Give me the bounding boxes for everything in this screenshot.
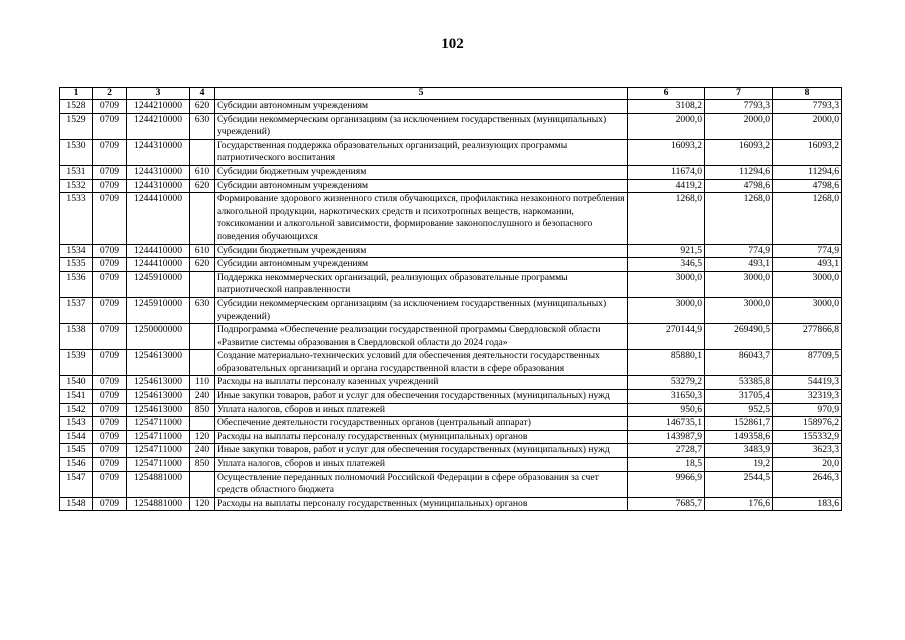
- amount-col-6-cell: 146735,1: [628, 417, 705, 431]
- section-code-cell: 0709: [93, 390, 127, 404]
- table-row: [60, 179, 842, 193]
- amount-col-8-cell: 970,9: [773, 403, 842, 417]
- section-code-cell: 0709: [93, 376, 127, 390]
- section-code-cell: 0709: [93, 458, 127, 472]
- row-number-cell: 1530: [60, 139, 93, 165]
- amount-col-6-cell: 4419,2: [628, 179, 705, 193]
- target-article-cell: 1244210000: [127, 100, 190, 114]
- expense-type-cell: 240: [190, 390, 215, 404]
- expense-type-cell: 850: [190, 403, 215, 417]
- amount-col-8-cell: 3000,0: [773, 271, 842, 297]
- expense-type-cell: 620: [190, 179, 215, 193]
- item-name-cell: Субсидии некоммерческим организациям (за исключением государственных (муниципальных) учреждений): [215, 297, 628, 323]
- row-number-cell: 1535: [60, 258, 93, 272]
- expense-type-cell: 120: [190, 497, 215, 511]
- row-number-cell: 1543: [60, 417, 93, 431]
- item-name-cell: Расходы на выплаты персоналу казенных учреждений: [215, 376, 628, 390]
- header-col-8: 8: [773, 88, 842, 100]
- expense-type-cell: [190, 350, 215, 376]
- row-number-cell: 1537: [60, 297, 93, 323]
- amount-col-8-cell: 87709,5: [773, 350, 842, 376]
- item-name-cell: Иные закупки товаров, работ и услуг для обеспечения государственных (муниципальных) нужд: [215, 444, 628, 458]
- header-col-1: 1: [60, 88, 93, 100]
- amount-col-7-cell: 2000,0: [705, 113, 773, 139]
- section-code-cell: 0709: [93, 165, 127, 179]
- section-code-cell: 0709: [93, 244, 127, 258]
- item-name-cell: Осуществление переданных полномочий Российской Федерации в сфере образования за счет средств областного бюджета: [215, 471, 628, 497]
- amount-col-7-cell: 3000,0: [705, 271, 773, 297]
- expense-type-cell: [190, 324, 215, 350]
- amount-col-6-cell: 921,5: [628, 244, 705, 258]
- table-row: [60, 297, 842, 323]
- expense-type-cell: 610: [190, 165, 215, 179]
- section-code-cell: 0709: [93, 324, 127, 350]
- amount-col-8-cell: 20,0: [773, 458, 842, 472]
- target-article-cell: 1254881000: [127, 497, 190, 511]
- target-article-cell: 1254613000: [127, 390, 190, 404]
- row-number-cell: 1547: [60, 471, 93, 497]
- row-number-cell: 1529: [60, 113, 93, 139]
- table-row: [60, 113, 842, 139]
- section-code-cell: 0709: [93, 444, 127, 458]
- target-article-cell: 1244310000: [127, 165, 190, 179]
- item-name-cell: Формирование здорового жизненного стиля обучающихся, профилактика незаконного потребления алкогольной продукции, наркотических средств и психотропных веществ, наркомании, токсикомании и алкогольной зависимости, формирование законопослушного и безопасного поведения обучающихся: [215, 193, 628, 244]
- header-col-4: 4: [190, 88, 215, 100]
- expense-type-cell: 620: [190, 258, 215, 272]
- amount-col-6-cell: 1268,0: [628, 193, 705, 244]
- amount-col-6-cell: 18,5: [628, 458, 705, 472]
- target-article-cell: 1254711000: [127, 444, 190, 458]
- amount-col-7-cell: 86043,7: [705, 350, 773, 376]
- expense-type-cell: [190, 271, 215, 297]
- amount-col-8-cell: 158976,2: [773, 417, 842, 431]
- amount-col-7-cell: 176,6: [705, 497, 773, 511]
- table-row: [60, 444, 842, 458]
- section-code-cell: 0709: [93, 193, 127, 244]
- amount-col-6-cell: 3000,0: [628, 297, 705, 323]
- item-name-cell: Субсидии автономным учреждениям: [215, 258, 628, 272]
- amount-col-7-cell: 11294,6: [705, 165, 773, 179]
- row-number-cell: 1542: [60, 403, 93, 417]
- item-name-cell: Государственная поддержка образовательных организаций, реализующих программы патриотического воспитания: [215, 139, 628, 165]
- amount-col-8-cell: 3000,0: [773, 297, 842, 323]
- row-number-cell: 1538: [60, 324, 93, 350]
- target-article-cell: 1245910000: [127, 297, 190, 323]
- expense-type-cell: 850: [190, 458, 215, 472]
- row-number-cell: 1539: [60, 350, 93, 376]
- amount-col-6-cell: 31650,3: [628, 390, 705, 404]
- amount-col-6-cell: 270144,9: [628, 324, 705, 350]
- amount-col-7-cell: 149358,6: [705, 430, 773, 444]
- amount-col-7-cell: 3483,9: [705, 444, 773, 458]
- table-row: [60, 324, 842, 350]
- expense-type-cell: 110: [190, 376, 215, 390]
- item-name-cell: Субсидии бюджетным учреждениям: [215, 244, 628, 258]
- table-row: [60, 430, 842, 444]
- table-row: [60, 471, 842, 497]
- row-number-cell: 1532: [60, 179, 93, 193]
- expense-type-cell: [190, 417, 215, 431]
- amount-col-6-cell: 950,6: [628, 403, 705, 417]
- table-row: [60, 417, 842, 431]
- table-row: [60, 100, 842, 114]
- amount-col-7-cell: 1268,0: [705, 193, 773, 244]
- table-row: [60, 244, 842, 258]
- amount-col-8-cell: 277866,8: [773, 324, 842, 350]
- table-row: [60, 193, 842, 244]
- table-row: [60, 139, 842, 165]
- target-article-cell: 1254613000: [127, 403, 190, 417]
- item-name-cell: Подпрограмма «Обеспечение реализации государственной программы Свердловской области «Развитие системы образования в Свердловской области до 2024 года»: [215, 324, 628, 350]
- expense-type-cell: 620: [190, 100, 215, 114]
- target-article-cell: 1254613000: [127, 376, 190, 390]
- amount-col-6-cell: 346,5: [628, 258, 705, 272]
- amount-col-7-cell: 7793,3: [705, 100, 773, 114]
- table-row: [60, 403, 842, 417]
- row-number-cell: 1540: [60, 376, 93, 390]
- item-name-cell: Обеспечение деятельности государственных органов (центральный аппарат): [215, 417, 628, 431]
- row-number-cell: 1528: [60, 100, 93, 114]
- amount-col-8-cell: 7793,3: [773, 100, 842, 114]
- target-article-cell: 1254613000: [127, 350, 190, 376]
- header-col-7: 7: [705, 88, 773, 100]
- row-number-cell: 1534: [60, 244, 93, 258]
- amount-col-7-cell: 269490,5: [705, 324, 773, 350]
- amount-col-8-cell: 16093,2: [773, 139, 842, 165]
- section-code-cell: 0709: [93, 113, 127, 139]
- table-row: [60, 458, 842, 472]
- target-article-cell: 1250000000: [127, 324, 190, 350]
- amount-col-6-cell: 9966,9: [628, 471, 705, 497]
- item-name-cell: Расходы на выплаты персоналу государственных (муниципальных) органов: [215, 497, 628, 511]
- target-article-cell: 1244410000: [127, 193, 190, 244]
- target-article-cell: 1244210000: [127, 113, 190, 139]
- section-code-cell: 0709: [93, 350, 127, 376]
- amount-col-8-cell: 1268,0: [773, 193, 842, 244]
- section-code-cell: 0709: [93, 258, 127, 272]
- amount-col-7-cell: 31705,4: [705, 390, 773, 404]
- expense-type-cell: [190, 193, 215, 244]
- expense-type-cell: 120: [190, 430, 215, 444]
- item-name-cell: Создание материально-технических условий для обеспечения деятельности государственных образовательных организаций и органа государственной власти в сфере образования: [215, 350, 628, 376]
- section-code-cell: 0709: [93, 139, 127, 165]
- amount-col-6-cell: 11674,0: [628, 165, 705, 179]
- amount-col-6-cell: 3000,0: [628, 271, 705, 297]
- header-col-3: 3: [127, 88, 190, 100]
- section-code-cell: 0709: [93, 271, 127, 297]
- item-name-cell: Уплата налогов, сборов и иных платежей: [215, 458, 628, 472]
- amount-col-7-cell: 774,9: [705, 244, 773, 258]
- section-code-cell: 0709: [93, 430, 127, 444]
- section-code-cell: 0709: [93, 297, 127, 323]
- row-number-cell: 1533: [60, 193, 93, 244]
- amount-col-6-cell: 2728,7: [628, 444, 705, 458]
- target-article-cell: 1244410000: [127, 244, 190, 258]
- expense-type-cell: 610: [190, 244, 215, 258]
- amount-col-7-cell: 16093,2: [705, 139, 773, 165]
- section-code-cell: 0709: [93, 417, 127, 431]
- expense-type-cell: 630: [190, 297, 215, 323]
- expense-type-cell: 240: [190, 444, 215, 458]
- amount-col-7-cell: 952,5: [705, 403, 773, 417]
- amount-col-8-cell: 4798,6: [773, 179, 842, 193]
- amount-col-6-cell: 16093,2: [628, 139, 705, 165]
- item-name-cell: Расходы на выплаты персоналу государственных (муниципальных) органов: [215, 430, 628, 444]
- amount-col-7-cell: 3000,0: [705, 297, 773, 323]
- row-number-cell: 1544: [60, 430, 93, 444]
- row-number-cell: 1548: [60, 497, 93, 511]
- row-number-cell: 1541: [60, 390, 93, 404]
- amount-col-6-cell: 7685,7: [628, 497, 705, 511]
- header-row: [60, 88, 842, 100]
- header-col-5: 5: [215, 88, 628, 100]
- section-code-cell: 0709: [93, 403, 127, 417]
- section-code-cell: 0709: [93, 497, 127, 511]
- target-article-cell: 1245910000: [127, 271, 190, 297]
- table-row: [60, 258, 842, 272]
- table-row: [60, 350, 842, 376]
- row-number-cell: 1545: [60, 444, 93, 458]
- item-name-cell: Субсидии бюджетным учреждениям: [215, 165, 628, 179]
- amount-col-6-cell: 2000,0: [628, 113, 705, 139]
- item-name-cell: Иные закупки товаров, работ и услуг для обеспечения государственных (муниципальных) нужд: [215, 390, 628, 404]
- amount-col-7-cell: 53385,8: [705, 376, 773, 390]
- amount-col-6-cell: 53279,2: [628, 376, 705, 390]
- item-name-cell: Субсидии некоммерческим организациям (за исключением государственных (муниципальных) учреждений): [215, 113, 628, 139]
- table-row: [60, 497, 842, 511]
- amount-col-7-cell: 4798,6: [705, 179, 773, 193]
- table-row: [60, 271, 842, 297]
- amount-col-6-cell: 3108,2: [628, 100, 705, 114]
- table-row: [60, 376, 842, 390]
- target-article-cell: 1244310000: [127, 139, 190, 165]
- budget-table: [59, 87, 842, 511]
- expense-type-cell: 630: [190, 113, 215, 139]
- target-article-cell: 1254711000: [127, 458, 190, 472]
- amount-col-8-cell: 183,6: [773, 497, 842, 511]
- header-col-2: 2: [93, 88, 127, 100]
- amount-col-6-cell: 143987,9: [628, 430, 705, 444]
- amount-col-8-cell: 2000,0: [773, 113, 842, 139]
- amount-col-8-cell: 32319,3: [773, 390, 842, 404]
- header-col-6: 6: [628, 88, 705, 100]
- amount-col-8-cell: 2646,3: [773, 471, 842, 497]
- amount-col-7-cell: 152861,7: [705, 417, 773, 431]
- amount-col-8-cell: 155332,9: [773, 430, 842, 444]
- target-article-cell: 1254711000: [127, 417, 190, 431]
- target-article-cell: 1244310000: [127, 179, 190, 193]
- amount-col-6-cell: 85880,1: [628, 350, 705, 376]
- section-code-cell: 0709: [93, 179, 127, 193]
- amount-col-8-cell: 493,1: [773, 258, 842, 272]
- expense-type-cell: [190, 139, 215, 165]
- amount-col-8-cell: 11294,6: [773, 165, 842, 179]
- table-row: [60, 390, 842, 404]
- table-row: [60, 165, 842, 179]
- item-name-cell: Уплата налогов, сборов и иных платежей: [215, 403, 628, 417]
- item-name-cell: Поддержка некоммерческих организаций, реализующих образовательные программы патриотической направленности: [215, 271, 628, 297]
- section-code-cell: 0709: [93, 100, 127, 114]
- target-article-cell: 1244410000: [127, 258, 190, 272]
- amount-col-7-cell: 19,2: [705, 458, 773, 472]
- target-article-cell: 1254881000: [127, 471, 190, 497]
- row-number-cell: 1546: [60, 458, 93, 472]
- page-number: 102: [441, 36, 464, 52]
- row-number-cell: 1531: [60, 165, 93, 179]
- expense-type-cell: [190, 471, 215, 497]
- amount-col-8-cell: 54419,3: [773, 376, 842, 390]
- amount-col-8-cell: 3623,3: [773, 444, 842, 458]
- amount-col-8-cell: 774,9: [773, 244, 842, 258]
- row-number-cell: 1536: [60, 271, 93, 297]
- target-article-cell: 1254711000: [127, 430, 190, 444]
- item-name-cell: Субсидии автономным учреждениям: [215, 100, 628, 114]
- item-name-cell: Субсидии автономным учреждениям: [215, 179, 628, 193]
- amount-col-7-cell: 2544,5: [705, 471, 773, 497]
- amount-col-7-cell: 493,1: [705, 258, 773, 272]
- section-code-cell: 0709: [93, 471, 127, 497]
